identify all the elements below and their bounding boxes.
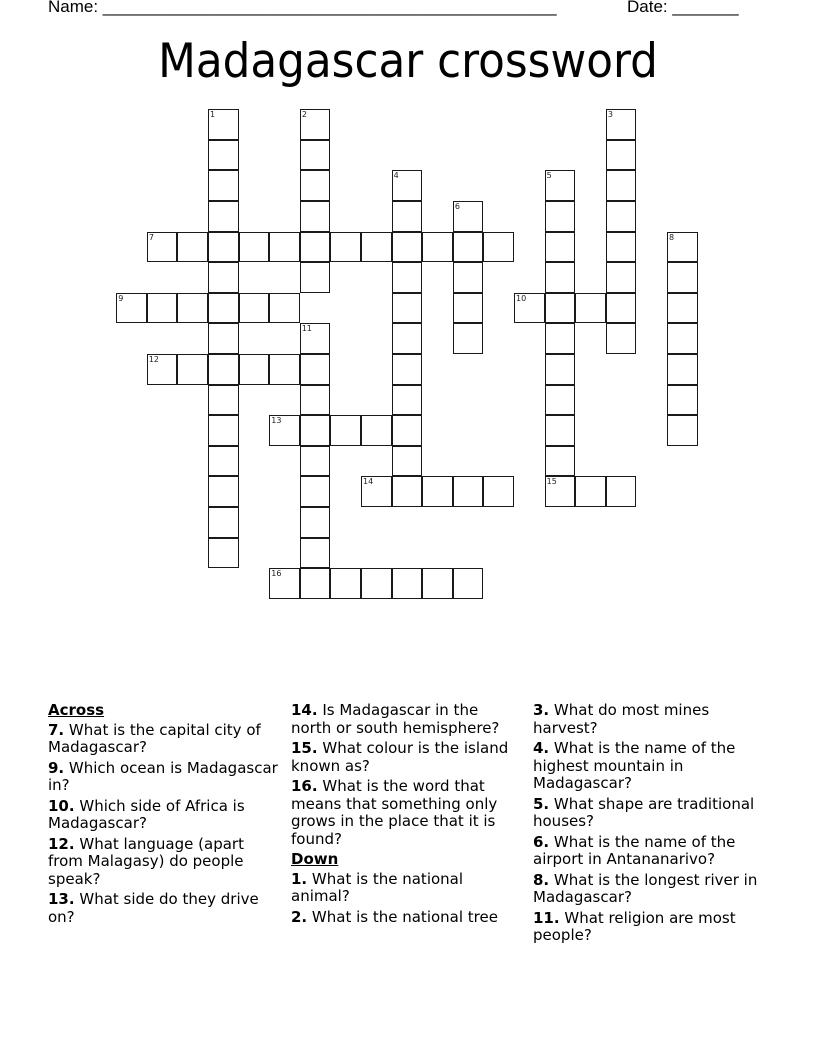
clue-text: Is Madagascar in the north or south hemisphere? — [291, 701, 500, 737]
crossword-cell[interactable] — [483, 476, 514, 507]
cell-number: 2 — [301, 110, 307, 120]
page-title: Madagascar crossword — [158, 34, 658, 89]
crossword-cell[interactable] — [667, 323, 698, 354]
clue-across-13 — [48, 891, 280, 926]
clue-number: 2. — [291, 907, 308, 926]
crossword-cell[interactable] — [300, 109, 331, 140]
cell-number: 4 — [393, 171, 399, 181]
crossword-cell[interactable] — [300, 507, 331, 538]
date-field-label: Date: _______ — [627, 0, 739, 16]
clue-text: What do most mines harvest? — [533, 701, 710, 737]
cell-number: 10 — [516, 293, 527, 303]
crossword-cell[interactable] — [300, 262, 331, 293]
clue-text: What is the name of the airport in Antananarivo? — [533, 832, 736, 868]
crossword-cell[interactable] — [208, 109, 239, 140]
crossword-cell[interactable] — [239, 232, 270, 263]
crossword-cell[interactable] — [208, 140, 239, 171]
crossword-cell[interactable] — [392, 323, 423, 354]
crossword-cell[interactable] — [269, 354, 300, 385]
crossword-cell[interactable] — [269, 568, 300, 599]
clue-number: 3. — [533, 701, 550, 719]
crossword-cell[interactable] — [606, 140, 637, 171]
crossword-cell[interactable] — [514, 293, 545, 324]
crossword-cell[interactable] — [392, 446, 423, 477]
clue-number: 14. — [291, 701, 318, 719]
clue-across-15 — [291, 740, 523, 775]
crossword-cell[interactable] — [300, 476, 331, 507]
crossword-cell[interactable] — [208, 354, 239, 385]
crossword-cell[interactable] — [453, 232, 484, 263]
crossword-cell[interactable] — [606, 262, 637, 293]
crossword-cell[interactable] — [545, 385, 576, 416]
crossword-cell[interactable] — [667, 385, 698, 416]
clue-number: 10. — [48, 796, 75, 815]
crossword-cell[interactable] — [667, 232, 698, 263]
crossword-cell[interactable] — [453, 323, 484, 354]
crossword-cell[interactable] — [422, 476, 453, 507]
clue-number: 11. — [533, 908, 560, 927]
clue-number: 7. — [48, 720, 65, 739]
clue-text: Which side of Africa is Madagascar? — [48, 796, 245, 832]
crossword-cell[interactable] — [361, 568, 392, 599]
crossword-cell[interactable] — [606, 109, 637, 140]
crossword-cell[interactable] — [545, 232, 576, 263]
crossword-cell[interactable] — [208, 293, 239, 324]
clue-text: What side do they drive on? — [48, 890, 259, 926]
clue-down-8 — [533, 872, 773, 907]
cell-number: 15 — [546, 477, 557, 487]
cell-number: 9 — [118, 293, 124, 303]
crossword-cell[interactable] — [392, 201, 423, 232]
crossword-cell[interactable] — [208, 262, 239, 293]
crossword-cell[interactable] — [453, 293, 484, 324]
clue-text: What is the name of the highest mountain in Madagascar? — [533, 739, 736, 792]
crossword-cell[interactable] — [453, 476, 484, 507]
crossword-cell[interactable] — [269, 232, 300, 263]
clue-across-7 — [48, 722, 280, 757]
cell-number: 8 — [669, 232, 675, 242]
cell-number: 3 — [607, 110, 613, 120]
clue-number: 12. — [48, 834, 75, 853]
crossword-cell[interactable] — [392, 293, 423, 324]
crossword-cell[interactable] — [300, 232, 331, 263]
crossword-cell[interactable] — [667, 415, 698, 446]
clues-column-2 — [291, 702, 523, 929]
crossword-cell[interactable] — [392, 385, 423, 416]
crossword-cell[interactable] — [361, 476, 392, 507]
clue-text: Which ocean is Madagascar in? — [48, 758, 278, 794]
crossword-cell[interactable] — [422, 232, 453, 263]
crossword-cell[interactable] — [392, 262, 423, 293]
crossword-cell[interactable] — [208, 446, 239, 477]
crossword-cell[interactable] — [239, 293, 270, 324]
crossword-cell[interactable] — [177, 293, 208, 324]
crossword-cell[interactable] — [606, 293, 637, 324]
clue-number: 15. — [291, 739, 318, 757]
crossword-cell[interactable] — [545, 323, 576, 354]
crossword-cell[interactable] — [269, 293, 300, 324]
crossword-cell[interactable] — [545, 201, 576, 232]
crossword-cell[interactable] — [392, 354, 423, 385]
crossword-cell[interactable] — [147, 293, 178, 324]
crossword-cell[interactable] — [208, 415, 239, 446]
clue-across-16 — [291, 778, 523, 848]
crossword-cell[interactable] — [147, 354, 178, 385]
crossword-cell[interactable] — [483, 232, 514, 263]
crossword-cell[interactable] — [330, 568, 361, 599]
crossword-cell[interactable] — [208, 201, 239, 232]
crossword-cell[interactable] — [300, 538, 331, 569]
crossword-cell[interactable] — [330, 232, 361, 263]
crossword-cell[interactable] — [606, 232, 637, 263]
crossword-cell[interactable] — [392, 568, 423, 599]
crossword-cell[interactable] — [269, 415, 300, 446]
crossword-cell[interactable] — [300, 415, 331, 446]
crossword-cell[interactable] — [545, 170, 576, 201]
crossword-cell[interactable] — [208, 507, 239, 538]
cell-number: 14 — [363, 477, 374, 487]
cell-number: 16 — [271, 569, 282, 579]
clue-number: 16. — [291, 777, 318, 795]
crossword-cell[interactable] — [177, 232, 208, 263]
crossword-cell[interactable] — [300, 140, 331, 171]
clue-down-11 — [533, 910, 773, 945]
crossword-cell[interactable] — [545, 476, 576, 507]
crossword-cell[interactable] — [300, 323, 331, 354]
crossword-cell[interactable] — [453, 262, 484, 293]
crossword-cell[interactable] — [545, 293, 576, 324]
clue-number: 1. — [291, 869, 308, 888]
clue-number: 4. — [533, 739, 550, 757]
clue-down-5 — [533, 796, 773, 831]
crossword-grid — [117, 110, 699, 600]
crossword-cell[interactable] — [361, 415, 392, 446]
crossword-cell[interactable] — [300, 385, 331, 416]
down-heading: Down — [291, 850, 339, 868]
clue-across-9 — [48, 760, 280, 795]
crossword-cell[interactable] — [667, 293, 698, 324]
clue-down-2 — [291, 909, 523, 927]
clue-across-14 — [291, 702, 523, 737]
crossword-cell[interactable] — [606, 323, 637, 354]
clue-number: 9. — [48, 758, 65, 777]
crossword-cell[interactable] — [606, 170, 637, 201]
clue-text: What is the national tree — [311, 907, 498, 926]
clue-down-1 — [291, 871, 523, 906]
clue-text: What colour is the island known as? — [291, 739, 509, 775]
crossword-cell[interactable] — [147, 232, 178, 263]
crossword-cell[interactable] — [545, 415, 576, 446]
crossword-cell[interactable] — [422, 568, 453, 599]
crossword-cell[interactable] — [116, 293, 147, 324]
clue-text: What is the capital city of Madagascar? — [48, 720, 261, 756]
cell-number: 1 — [210, 110, 216, 120]
clue-text: What is the word that means that something only grows in the place that it is found? — [291, 777, 498, 848]
crossword-cell[interactable] — [392, 476, 423, 507]
crossword-cell[interactable] — [606, 201, 637, 232]
crossword-cell[interactable] — [208, 170, 239, 201]
clue-number: 8. — [533, 870, 550, 889]
clues-column-1 — [48, 702, 280, 929]
crossword-cell[interactable] — [208, 323, 239, 354]
crossword-cell[interactable] — [330, 415, 361, 446]
clue-text: What shape are traditional houses? — [533, 794, 755, 830]
clue-text: What is the national animal? — [291, 869, 464, 905]
clue-across-12 — [48, 836, 280, 889]
crossword-cell[interactable] — [177, 354, 208, 385]
crossword-cell[interactable] — [453, 568, 484, 599]
crossword-cell[interactable] — [208, 538, 239, 569]
cell-number: 13 — [271, 416, 282, 426]
crossword-cell[interactable] — [300, 201, 331, 232]
crossword-cell[interactable] — [392, 232, 423, 263]
clue-across-10 — [48, 798, 280, 833]
crossword-cell[interactable] — [300, 568, 331, 599]
crossword-cell[interactable] — [575, 293, 606, 324]
clues-column-3 — [533, 702, 773, 948]
cell-number: 7 — [148, 232, 154, 242]
clue-text: What is the longest river in Madagascar? — [533, 870, 758, 906]
crossword-cell[interactable] — [667, 354, 698, 385]
clue-down-4 — [533, 740, 773, 793]
crossword-cell[interactable] — [667, 262, 698, 293]
cell-number: 5 — [546, 171, 552, 181]
crossword-cell[interactable] — [545, 262, 576, 293]
crossword-cell[interactable] — [239, 354, 270, 385]
clue-number: 13. — [48, 890, 75, 908]
crossword-cell[interactable] — [300, 354, 331, 385]
crossword-cell[interactable] — [575, 476, 606, 507]
crossword-cell[interactable] — [208, 232, 239, 263]
across-heading: Across — [48, 701, 105, 719]
crossword-cell[interactable] — [453, 201, 484, 232]
crossword-cell[interactable] — [300, 446, 331, 477]
clue-text: What religion are most people? — [533, 908, 736, 944]
clue-number: 5. — [533, 794, 550, 813]
cell-number: 6 — [454, 202, 460, 212]
clue-text: What language (apart from Malagasy) do people speak? — [48, 834, 244, 888]
crossword-cell[interactable] — [208, 385, 239, 416]
crossword-cell[interactable] — [208, 476, 239, 507]
clue-down-6 — [533, 834, 773, 869]
crossword-cell[interactable] — [361, 232, 392, 263]
clue-down-3 — [533, 702, 773, 737]
crossword-cell[interactable] — [392, 415, 423, 446]
crossword-cell[interactable] — [606, 476, 637, 507]
name-field-label: Name: ________________________________________________ — [48, 0, 557, 16]
cell-number: 11 — [301, 324, 313, 334]
clue-number: 6. — [533, 832, 550, 851]
crossword-cell[interactable] — [392, 170, 423, 201]
crossword-cell[interactable] — [545, 354, 576, 385]
crossword-cell[interactable] — [300, 170, 331, 201]
cell-number: 12 — [148, 355, 160, 365]
crossword-cell[interactable] — [545, 446, 576, 477]
